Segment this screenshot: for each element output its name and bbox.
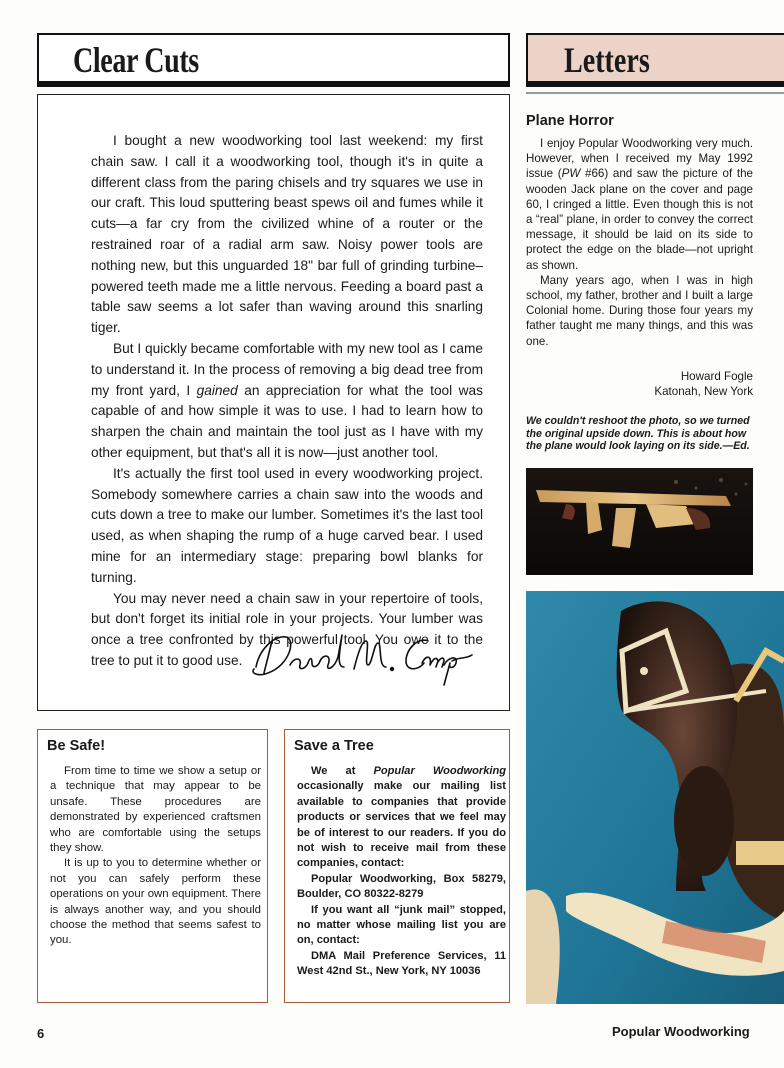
letter-title: Plane Horror bbox=[526, 113, 614, 129]
clear-cuts-header bbox=[37, 33, 510, 85]
save-a-tree-body bbox=[297, 764, 506, 980]
save-a-tree-paragraph: If you want all “junk mail” stopped, no matter whose mailing list you are on, contact: bbox=[297, 903, 506, 947]
letters-header bbox=[526, 33, 784, 85]
emphasis: Popular Woodworking bbox=[373, 765, 506, 777]
editorial-paragraph: I bought a new woodworking tool last weekend: my first chain saw. I call it a woodworking tool, though it's in quite a different class from the paring chisels and try squares we use in our craft. This loud sputtering beast spews oil and fumes while it cuts—a far cry from the civilized whine of a router or the restrained roar of a radial arm saw. Noisy power tools are nothing new, but this unguarded 18" bar full of grinding turbine–powered teeth made me a little nervous. Feeding a board past a table saw seems a lot safer than waving around this snarling tiger. bbox=[91, 133, 483, 336]
be-safe-title: Be Safe! bbox=[47, 738, 106, 754]
be-safe-box bbox=[37, 729, 268, 1003]
be-safe-paragraph: It is up to you to determine whether or not you can safely perform these operations on your own equipment. There is always another way, and you should choose the method that seems safest to you. bbox=[50, 857, 261, 947]
letters-title: Letters bbox=[564, 40, 650, 80]
text-run: But I quickly became comfortable with my new tool as I came to understand it. In the process of removing a big dead tree from my front yard, I bbox=[91, 340, 483, 398]
letter-paragraph: Many years ago, when I was in high school, my father, brother and I built a large Colonial home. During those four years my father taught me many things, and this was one. bbox=[526, 273, 753, 348]
clear-cuts-rule bbox=[37, 81, 510, 87]
publication-name: Popular Woodworking bbox=[612, 1024, 750, 1039]
editorial-paragraph: You may never need a chain saw in your repertoire of tools, but don't forget its initial role in your projects. Your lumber was once a tree confronted by this powerful tool. You owe it to the tree to put it to good use. bbox=[91, 590, 483, 668]
text-run: We at bbox=[311, 765, 374, 777]
address-dma: DMA Mail Preference Services, 11 West 42nd St., New York, NY 10036 bbox=[297, 949, 506, 978]
be-safe-body bbox=[50, 764, 261, 949]
emphasis: gained bbox=[196, 382, 238, 398]
letter-body bbox=[526, 136, 753, 349]
signature-david-m-camp bbox=[246, 627, 474, 687]
editorial-box bbox=[37, 94, 510, 711]
editorial-paragraph: It's actually the first tool used in every woodworking project. Somebody somewhere carries a chain saw into the woods and cuts down a tree to make our lumber. Sometimes it's the last tool used, as when shaping the rump of a huge carved bear. I used mine for an intermediary stage: preparing bowl blanks for turning. bbox=[91, 465, 483, 585]
clear-cuts-title: Clear Cuts bbox=[73, 40, 199, 80]
letter-signoff bbox=[526, 369, 753, 399]
text-run: an appreciation for what the tool was capable of and how simple it was to use. I had to learn how to sharpen the chain and maintain the tool just as I have with my other equipment, but that's all it is now—just another tool. bbox=[91, 382, 483, 460]
address-popular-woodworking: Popular Woodworking, Box 58279, Boulder, CO 80322-8279 bbox=[297, 872, 506, 901]
plane-photo bbox=[526, 468, 753, 575]
letters-thin-rule bbox=[526, 92, 784, 94]
text-run: occasionally make our mailing list available to companies that provide products or services that we feel may be of interest to our readers. If you do not wish to receive mail from these companies, contact: bbox=[297, 780, 506, 870]
save-a-tree-box bbox=[284, 729, 510, 1003]
editor-note: We couldn't reshoot the photo, so we turned the original upside down. This is about how the plane would look laying on its side.—Ed. bbox=[526, 415, 750, 453]
editorial-text bbox=[91, 131, 483, 672]
letter-location: Katonah, New York bbox=[654, 385, 753, 399]
rocking-horse-photo bbox=[526, 591, 784, 1004]
text-run: #66) and saw the picture of the wooden Jack plane on the cover and page 60, I cringed a little. Even though this is not a “real” plane, in order to convey the correct message, it should be laid on its side to protect the edge on the blade—not upright as shown. bbox=[526, 167, 753, 272]
page-number: 6 bbox=[37, 1026, 45, 1041]
letter-author: Howard Fogle bbox=[680, 370, 753, 383]
letters-rule bbox=[526, 81, 784, 87]
save-a-tree-paragraph bbox=[297, 764, 506, 872]
save-a-tree-title: Save a Tree bbox=[294, 738, 374, 754]
letter-paragraph bbox=[526, 136, 753, 273]
emphasis: PW bbox=[561, 167, 581, 181]
be-safe-paragraph: From time to time we show a setup or a technique that may appear to be unsafe. These procedures are demonstrated by experienced craftsmen who are comfortable using the setups they show. bbox=[50, 765, 261, 855]
editorial-paragraph bbox=[91, 339, 483, 464]
text-run: I enjoy Popular Woodworking very much. However, when I received my May 1992 issue ( bbox=[526, 137, 753, 181]
